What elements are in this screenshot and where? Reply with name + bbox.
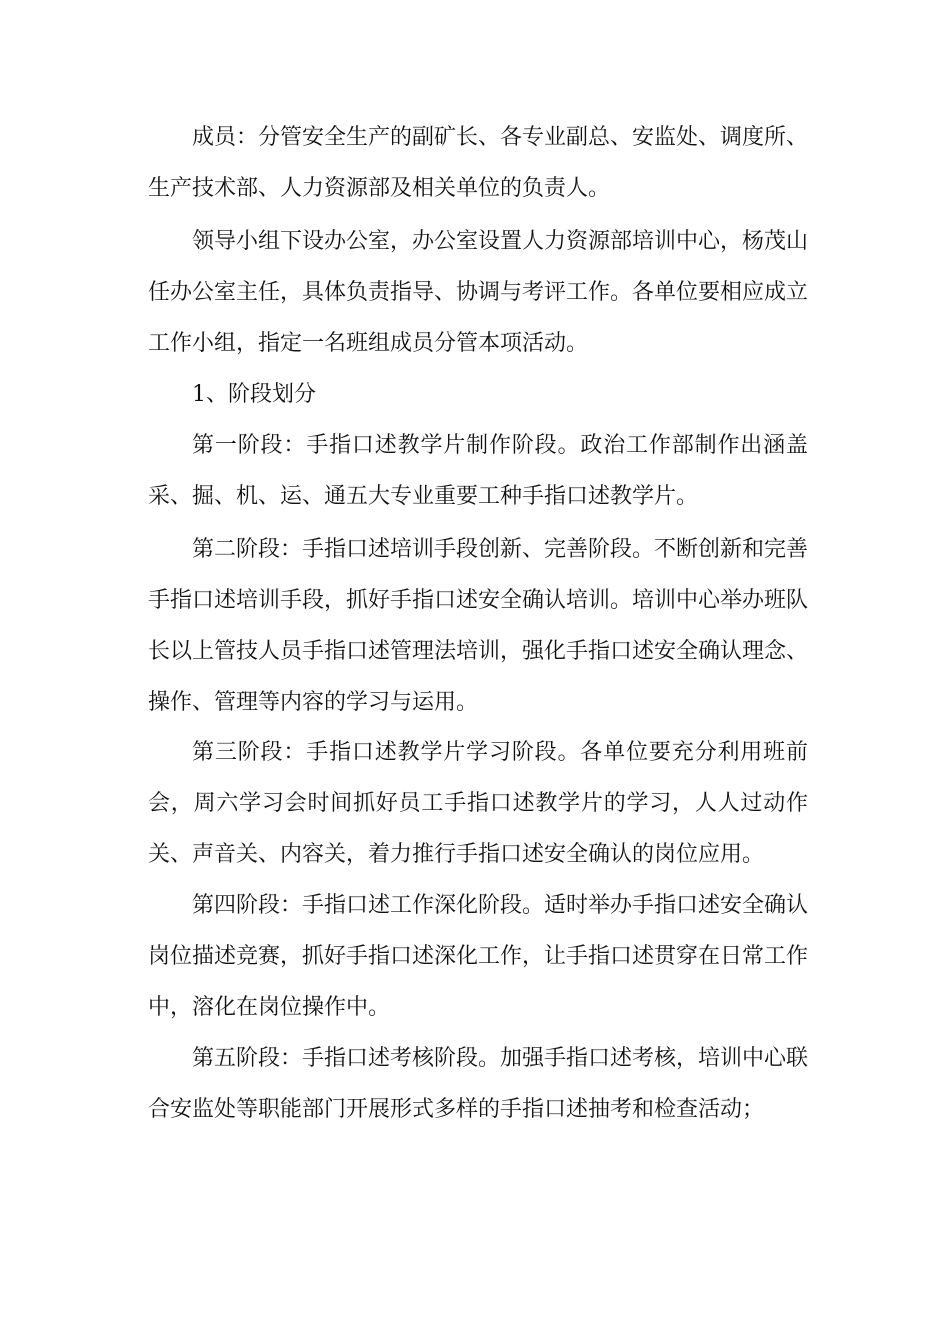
heading-phase-division: 1、阶段划分 (192, 382, 316, 407)
paragraph-phase-5: 第五阶段：手指口述考核阶段。加强手指口述考核，培训中心联合安监处等职能部门开展形式多样的手指口述抽考和检查活动； (148, 1046, 809, 1122)
paragraph-phase-1: 第一阶段：手指口述教学片制作阶段。政治工作部制作出涵盖采、掘、机、运、通五大专业重要工种手指口述教学片。 (148, 433, 808, 509)
paragraph-phase-4: 第四阶段：手指口述工作深化阶段。适时举办手指口述安全确认岗位描述竞赛，抓好手指口述深化工作，让手指口述贯穿在日常工作中，溶化在岗位操作中。 (148, 893, 809, 1020)
paragraph-phase-2: 第二阶段：手指口述培训手段创新、完善阶段。不断创新和完善手指口述培训手段，抓好手指口述安全确认培训。培训中心举办班队长以上管技人员手指口述管理法培训，强化手指口述安全确认理念、操作、管理等内容的学习与运用。 (148, 537, 809, 715)
paragraph-members: 成员：分管安全生产的副矿长、各专业副总、安监处、调度所、生产技术部、人力资源部及相关单位的负责人。 (148, 125, 809, 201)
paragraph-phase-3: 第三阶段：手指口述教学片学习阶段。各单位要充分利用班前会，周六学习会时间抓好员工手指口述教学片的学习，人人过动作关、声音关、内容关，着力推行手指口述安全确认的岗位应用。 (148, 740, 808, 867)
paragraph-office: 领导小组下设办公室，办公室设置人力资源部培训中心，杨茂山任办公室主任，具体负责指导、协调与考评工作。各单位要相应成立工作小组，指定一名班组成员分管本项活动。 (148, 229, 809, 356)
